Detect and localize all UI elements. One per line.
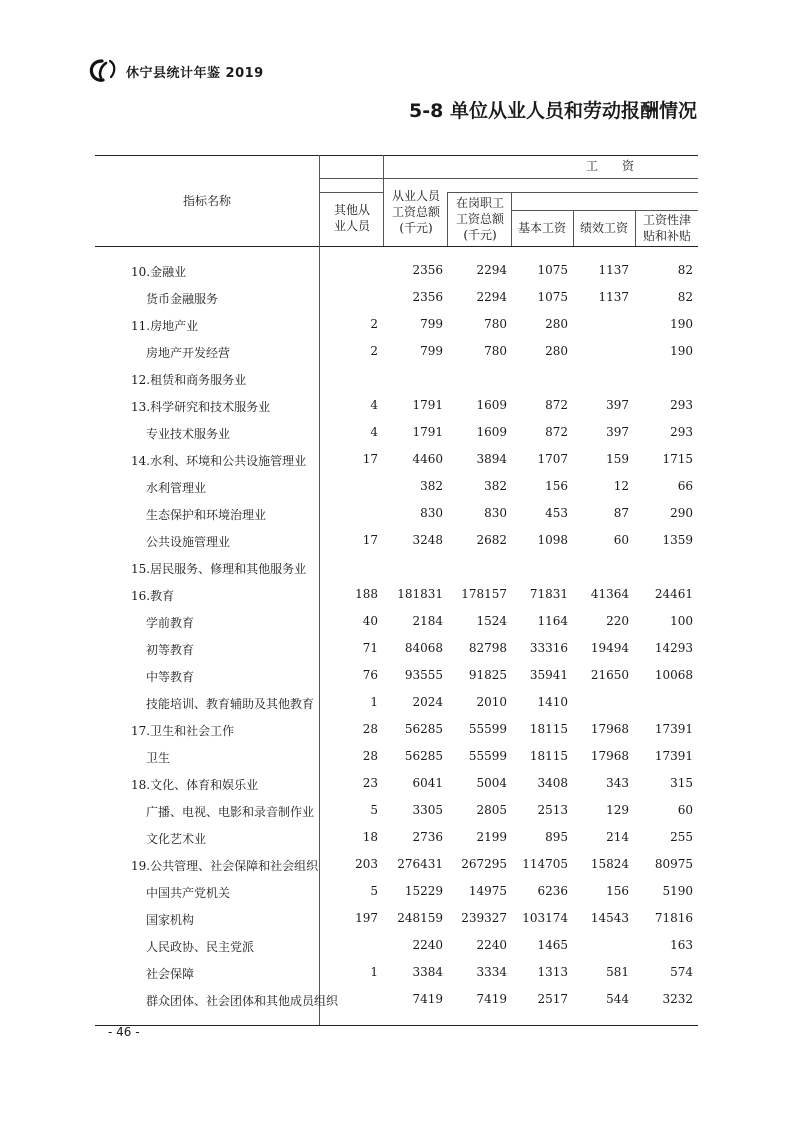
cell-total-wage: 2184 bbox=[412, 614, 443, 628]
cell-basic-wage: 1075 bbox=[537, 290, 568, 304]
cell-performance-wage: 343 bbox=[606, 776, 629, 790]
cell-onpost-wage: 91825 bbox=[468, 668, 507, 682]
cell-allowance: 82 bbox=[677, 263, 693, 277]
header-divider bbox=[383, 178, 698, 179]
cell-performance-wage: 41364 bbox=[590, 587, 629, 601]
cell-performance-wage: 1137 bbox=[598, 263, 629, 277]
row-indicator-name: 中国共产党机关 bbox=[146, 886, 231, 900]
row-indicator-name: 国家机构 bbox=[146, 913, 195, 927]
cell-total-wage: 276431 bbox=[397, 857, 443, 871]
row-indicator-name: 文化艺术业 bbox=[146, 832, 207, 846]
page-number: - 46 - bbox=[108, 1025, 140, 1039]
row-indicator-name: 19.公共管理、社会保障和社会组织 bbox=[131, 859, 319, 873]
cell-basic-wage: 18115 bbox=[529, 749, 568, 763]
cell-allowance: 293 bbox=[670, 425, 693, 439]
cell-total-wage: 181831 bbox=[397, 587, 443, 601]
table-row bbox=[95, 338, 698, 365]
cell-other-personnel: 76 bbox=[362, 668, 378, 682]
row-indicator-name: 公共设施管理业 bbox=[146, 535, 231, 549]
header-onpost-wage: 在岗职工工资总额(千元) bbox=[455, 196, 504, 242]
cell-allowance: 3232 bbox=[662, 992, 693, 1006]
cell-allowance: 100 bbox=[670, 614, 693, 628]
table-row bbox=[95, 851, 698, 878]
table-row bbox=[95, 554, 698, 581]
cell-total-wage: 1791 bbox=[412, 398, 443, 412]
cell-allowance: 66 bbox=[677, 479, 693, 493]
row-indicator-name: 专业技术服务业 bbox=[146, 427, 231, 441]
cell-total-wage: 2356 bbox=[412, 263, 443, 277]
cell-performance-wage: 1137 bbox=[598, 290, 629, 304]
cell-total-wage: 2356 bbox=[412, 290, 443, 304]
cell-onpost-wage: 2010 bbox=[476, 695, 507, 709]
table-bottom-rule bbox=[95, 1025, 698, 1026]
cell-onpost-wage: 7419 bbox=[476, 992, 507, 1006]
cell-basic-wage: 156 bbox=[545, 479, 568, 493]
cell-onpost-wage: 239327 bbox=[461, 911, 507, 925]
cell-allowance: 293 bbox=[670, 398, 693, 412]
row-indicator-name: 技能培训、教育辅助及其他教育 bbox=[146, 697, 315, 711]
cell-basic-wage: 6236 bbox=[537, 884, 568, 898]
yearbook-title: 休宁县统计年鉴 2019 bbox=[126, 65, 264, 81]
row-indicator-name: 16.教育 bbox=[131, 589, 175, 603]
table-row bbox=[95, 905, 698, 932]
cell-basic-wage: 103174 bbox=[522, 911, 568, 925]
cell-allowance: 1359 bbox=[662, 533, 693, 547]
table-row bbox=[95, 824, 698, 851]
row-indicator-name: 货币金融服务 bbox=[146, 292, 219, 306]
cell-allowance: 1715 bbox=[662, 452, 693, 466]
yearbook-header bbox=[88, 58, 264, 84]
cell-total-wage: 3305 bbox=[412, 803, 443, 817]
table-row bbox=[95, 932, 698, 959]
cell-onpost-wage: 830 bbox=[484, 506, 507, 520]
cell-basic-wage: 872 bbox=[545, 425, 568, 439]
cell-basic-wage: 1707 bbox=[537, 452, 568, 466]
cell-allowance: 82 bbox=[677, 290, 693, 304]
page-title: 5-8 单位从业人员和劳动报酬情况 bbox=[409, 100, 697, 122]
cell-onpost-wage: 2682 bbox=[476, 533, 507, 547]
row-indicator-name: 中等教育 bbox=[146, 670, 195, 684]
table-row bbox=[95, 500, 698, 527]
cell-other-personnel: 2 bbox=[370, 317, 378, 331]
header-divider bbox=[447, 192, 698, 193]
cell-other-personnel: 17 bbox=[362, 452, 378, 466]
row-indicator-name: 群众团体、社会团体和其他成员组织 bbox=[146, 994, 339, 1008]
row-indicator-name: 14.水利、环境和公共设施管理业 bbox=[131, 454, 307, 468]
cell-allowance: 14293 bbox=[654, 641, 693, 655]
cell-performance-wage: 156 bbox=[606, 884, 629, 898]
cell-total-wage: 799 bbox=[420, 317, 443, 331]
cell-total-wage: 56285 bbox=[404, 722, 443, 736]
cell-performance-wage: 21650 bbox=[590, 668, 629, 682]
cell-basic-wage: 895 bbox=[545, 830, 568, 844]
cell-onpost-wage: 3334 bbox=[476, 965, 507, 979]
cell-other-personnel: 18 bbox=[362, 830, 378, 844]
cell-allowance: 10068 bbox=[654, 668, 693, 682]
cell-onpost-wage: 2199 bbox=[476, 830, 507, 844]
cell-allowance: 60 bbox=[677, 803, 693, 817]
header-divider bbox=[319, 178, 383, 179]
table-row bbox=[95, 986, 698, 1013]
cell-performance-wage: 544 bbox=[606, 992, 629, 1006]
cell-other-personnel: 197 bbox=[355, 911, 378, 925]
cell-other-personnel: 188 bbox=[355, 587, 378, 601]
cell-basic-wage: 453 bbox=[545, 506, 568, 520]
row-indicator-name: 初等教育 bbox=[146, 643, 195, 657]
cell-onpost-wage: 2240 bbox=[476, 938, 507, 952]
cell-onpost-wage: 55599 bbox=[468, 749, 507, 763]
cell-onpost-wage: 178157 bbox=[461, 587, 507, 601]
table-row bbox=[95, 365, 698, 392]
cell-performance-wage: 214 bbox=[606, 830, 629, 844]
cell-other-personnel: 28 bbox=[362, 749, 378, 763]
cell-performance-wage: 17968 bbox=[590, 722, 629, 736]
table-row bbox=[95, 878, 698, 905]
table-row bbox=[95, 959, 698, 986]
cell-total-wage: 3248 bbox=[412, 533, 443, 547]
cell-onpost-wage: 1609 bbox=[476, 425, 507, 439]
row-indicator-name: 生态保护和环境治理业 bbox=[146, 508, 267, 522]
header-total-wage: 从业人员工资总额(千元) bbox=[391, 189, 440, 235]
header-divider bbox=[319, 155, 320, 246]
cell-other-personnel: 2 bbox=[370, 344, 378, 358]
cell-allowance: 290 bbox=[670, 506, 693, 520]
cell-allowance: 17391 bbox=[654, 749, 693, 763]
cell-basic-wage: 71831 bbox=[529, 587, 568, 601]
table-row bbox=[95, 392, 698, 419]
header-performance-wage: 绩效工资 bbox=[579, 221, 628, 235]
header-allowance: 工资性津贴和补贴 bbox=[642, 213, 691, 243]
table-row bbox=[95, 743, 698, 770]
table-row bbox=[95, 257, 698, 284]
cell-allowance: 315 bbox=[670, 776, 693, 790]
row-indicator-name: 社会保障 bbox=[146, 967, 195, 981]
cell-basic-wage: 1410 bbox=[537, 695, 568, 709]
table-row bbox=[95, 419, 698, 446]
cell-total-wage: 7419 bbox=[412, 992, 443, 1006]
cell-onpost-wage: 2294 bbox=[476, 290, 507, 304]
cell-total-wage: 84068 bbox=[404, 641, 443, 655]
cell-total-wage: 93555 bbox=[404, 668, 443, 682]
row-indicator-name: 18.文化、体育和娱乐业 bbox=[131, 778, 259, 792]
table-header-bottom-rule bbox=[95, 246, 698, 247]
cell-basic-wage: 3408 bbox=[537, 776, 568, 790]
header-wage-group: 工 资 bbox=[586, 159, 635, 173]
cell-total-wage: 248159 bbox=[397, 911, 443, 925]
table-row bbox=[95, 581, 698, 608]
cell-basic-wage: 18115 bbox=[529, 722, 568, 736]
cell-onpost-wage: 82798 bbox=[468, 641, 507, 655]
cell-onpost-wage: 14975 bbox=[468, 884, 507, 898]
row-indicator-name: 15.居民服务、修理和其他服务业 bbox=[131, 562, 307, 576]
cell-onpost-wage: 55599 bbox=[468, 722, 507, 736]
header-divider bbox=[447, 192, 448, 246]
cell-allowance: 5190 bbox=[662, 884, 693, 898]
cell-basic-wage: 114705 bbox=[522, 857, 568, 871]
cell-total-wage: 2240 bbox=[412, 938, 443, 952]
cell-performance-wage: 12 bbox=[613, 479, 629, 493]
header-indicator-name: 指标名称 bbox=[182, 193, 231, 208]
cell-other-personnel: 1 bbox=[370, 695, 378, 709]
table-row bbox=[95, 716, 698, 743]
table-row bbox=[95, 689, 698, 716]
table-row bbox=[95, 473, 698, 500]
cell-other-personnel: 17 bbox=[362, 533, 378, 547]
table-row bbox=[95, 311, 698, 338]
cell-total-wage: 2024 bbox=[412, 695, 443, 709]
table-row bbox=[95, 770, 698, 797]
header-other-personnel: 其他从业人员 bbox=[333, 203, 370, 233]
header-wage-group-wrap bbox=[383, 155, 698, 178]
cell-basic-wage: 2517 bbox=[537, 992, 568, 1006]
cell-basic-wage: 35941 bbox=[529, 668, 568, 682]
cell-allowance: 255 bbox=[670, 830, 693, 844]
cell-performance-wage: 129 bbox=[606, 803, 629, 817]
cell-total-wage: 15229 bbox=[404, 884, 443, 898]
cell-allowance: 71816 bbox=[654, 911, 693, 925]
cell-total-wage: 6041 bbox=[412, 776, 443, 790]
cell-performance-wage: 87 bbox=[613, 506, 629, 520]
cell-total-wage: 382 bbox=[420, 479, 443, 493]
header-basic-wage: 基本工资 bbox=[517, 221, 566, 235]
cell-performance-wage: 581 bbox=[606, 965, 629, 979]
cell-onpost-wage: 5004 bbox=[476, 776, 507, 790]
cell-allowance: 24461 bbox=[654, 587, 693, 601]
cell-performance-wage: 159 bbox=[606, 452, 629, 466]
table-row bbox=[95, 284, 698, 311]
cell-allowance: 17391 bbox=[654, 722, 693, 736]
header-divider bbox=[319, 192, 383, 193]
cell-performance-wage: 397 bbox=[606, 398, 629, 412]
cell-onpost-wage: 2294 bbox=[476, 263, 507, 277]
cell-basic-wage: 33316 bbox=[529, 641, 568, 655]
cell-allowance: 80975 bbox=[654, 857, 693, 871]
cell-onpost-wage: 3894 bbox=[476, 452, 507, 466]
cell-other-personnel: 203 bbox=[355, 857, 378, 871]
header-divider bbox=[635, 210, 636, 246]
cell-performance-wage: 19494 bbox=[590, 641, 629, 655]
table-row bbox=[95, 608, 698, 635]
cell-basic-wage: 1075 bbox=[537, 263, 568, 277]
cell-performance-wage: 220 bbox=[606, 614, 629, 628]
table-row bbox=[95, 527, 698, 554]
cell-basic-wage: 1098 bbox=[537, 533, 568, 547]
cell-other-personnel: 5 bbox=[370, 803, 378, 817]
cell-other-personnel: 4 bbox=[370, 398, 378, 412]
row-indicator-name: 房地产开发经营 bbox=[146, 346, 231, 360]
cell-allowance: 163 bbox=[670, 938, 693, 952]
table-row bbox=[95, 446, 698, 473]
cell-onpost-wage: 1609 bbox=[476, 398, 507, 412]
cell-total-wage: 56285 bbox=[404, 749, 443, 763]
cell-total-wage: 3384 bbox=[412, 965, 443, 979]
cell-other-personnel: 71 bbox=[362, 641, 378, 655]
cell-total-wage: 799 bbox=[420, 344, 443, 358]
cell-performance-wage: 60 bbox=[613, 533, 629, 547]
cell-total-wage: 4460 bbox=[412, 452, 443, 466]
row-indicator-name: 12.租赁和商务服务业 bbox=[131, 373, 247, 387]
cell-other-personnel: 28 bbox=[362, 722, 378, 736]
cell-allowance: 574 bbox=[670, 965, 693, 979]
table-row bbox=[95, 797, 698, 824]
cell-other-personnel: 23 bbox=[362, 776, 378, 790]
cell-basic-wage: 280 bbox=[545, 344, 568, 358]
cell-basic-wage: 280 bbox=[545, 317, 568, 331]
cell-total-wage: 2736 bbox=[412, 830, 443, 844]
row-indicator-name: 学前教育 bbox=[146, 616, 195, 630]
table-row bbox=[95, 662, 698, 689]
cell-basic-wage: 1164 bbox=[537, 614, 568, 628]
cell-allowance: 190 bbox=[670, 344, 693, 358]
cell-performance-wage: 17968 bbox=[590, 749, 629, 763]
yearbook-logo-icon bbox=[88, 58, 118, 84]
cell-basic-wage: 872 bbox=[545, 398, 568, 412]
cell-basic-wage: 1313 bbox=[537, 965, 568, 979]
cell-other-personnel: 40 bbox=[362, 614, 378, 628]
cell-performance-wage: 15824 bbox=[590, 857, 629, 871]
row-indicator-name: 13.科学研究和技术服务业 bbox=[131, 400, 271, 414]
cell-basic-wage: 1465 bbox=[537, 938, 568, 952]
row-indicator-name: 10.金融业 bbox=[131, 265, 187, 279]
cell-other-personnel: 5 bbox=[370, 884, 378, 898]
cell-performance-wage: 397 bbox=[606, 425, 629, 439]
cell-other-personnel: 1 bbox=[370, 965, 378, 979]
row-indicator-name: 人民政协、民主党派 bbox=[146, 940, 255, 954]
cell-onpost-wage: 780 bbox=[484, 317, 507, 331]
cell-onpost-wage: 780 bbox=[484, 344, 507, 358]
cell-total-wage: 830 bbox=[420, 506, 443, 520]
cell-onpost-wage: 267295 bbox=[461, 857, 507, 871]
cell-onpost-wage: 382 bbox=[484, 479, 507, 493]
cell-basic-wage: 2513 bbox=[537, 803, 568, 817]
cell-total-wage: 1791 bbox=[412, 425, 443, 439]
cell-onpost-wage: 1524 bbox=[476, 614, 507, 628]
table-row bbox=[95, 635, 698, 662]
cell-other-personnel: 4 bbox=[370, 425, 378, 439]
row-indicator-name: 广播、电视、电影和录音制作业 bbox=[146, 805, 315, 819]
cell-performance-wage: 14543 bbox=[590, 911, 629, 925]
cell-onpost-wage: 2805 bbox=[476, 803, 507, 817]
row-indicator-name: 卫生 bbox=[146, 751, 171, 765]
cell-allowance: 190 bbox=[670, 317, 693, 331]
row-indicator-name: 17.卫生和社会工作 bbox=[131, 724, 235, 738]
row-indicator-name: 水利管理业 bbox=[146, 481, 207, 495]
row-indicator-name: 11.房地产业 bbox=[131, 319, 199, 333]
